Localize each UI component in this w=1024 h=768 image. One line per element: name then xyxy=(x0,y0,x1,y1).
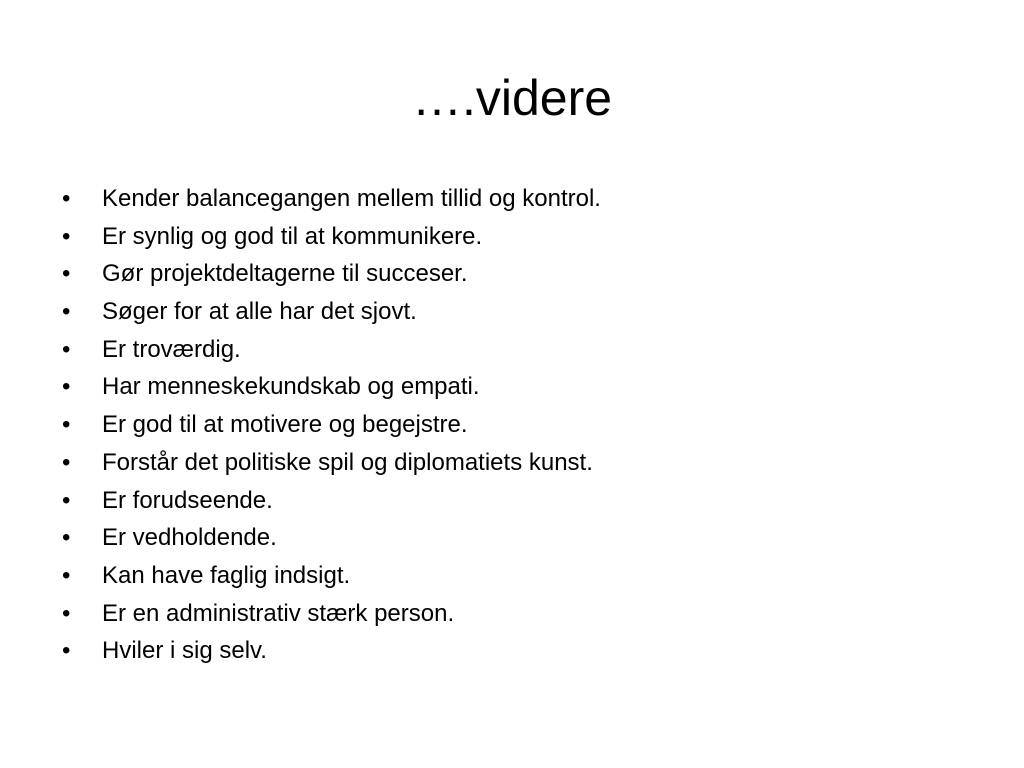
bullet-icon: • xyxy=(62,298,71,326)
list-item xyxy=(60,180,980,218)
list-item xyxy=(60,557,980,595)
list-item xyxy=(60,255,980,293)
bullet-icon: • xyxy=(62,448,71,476)
bullet-icon: • xyxy=(62,185,71,212)
bullet-icon: • xyxy=(62,411,71,439)
bullet-icon: • xyxy=(62,637,71,665)
bullet-icon: • xyxy=(62,524,71,552)
list-item-text: Kan have faglig indsigt. xyxy=(102,561,351,589)
list-item xyxy=(60,406,980,444)
list-item-text: Er forudseende. xyxy=(102,486,273,514)
list-item-text: Gør projektdeltagerne til succeser. xyxy=(102,260,468,288)
list-item-text: Kender balancegangen mellem tillid og kontrol. xyxy=(102,185,601,212)
list-item xyxy=(60,519,980,557)
bullet-icon: • xyxy=(62,373,71,401)
list-item-text: Forstår det politiske spil og diplomatiets kunst. xyxy=(102,448,593,476)
list-item xyxy=(60,218,980,256)
list-item-text: Hviler i sig selv. xyxy=(102,637,267,665)
list-item xyxy=(60,331,980,369)
bullet-icon: • xyxy=(62,561,71,589)
list-item xyxy=(60,482,980,520)
bullet-icon: • xyxy=(62,335,71,363)
list-item xyxy=(60,632,980,670)
list-item xyxy=(60,368,980,406)
list-item-text: Har menneskekundskab og empati. xyxy=(102,373,480,401)
list-item-text: Er troværdig. xyxy=(102,335,241,363)
list-item-text: Er en administrativ stærk person. xyxy=(102,599,455,627)
list-item xyxy=(60,293,980,331)
bullet-icon: • xyxy=(62,486,71,514)
bullet-icon: • xyxy=(62,260,71,288)
list-item-text: Er synlig og god til at kommunikere. xyxy=(102,222,483,250)
list-item-text: Er vedholdende. xyxy=(102,524,277,552)
slide-title: ….videre xyxy=(411,70,613,126)
list-item xyxy=(60,595,980,633)
list-item-text: Søger for at alle har det sjovt. xyxy=(102,298,417,326)
bullet-icon: • xyxy=(62,222,71,250)
list-item-text: Er god til at motivere og begejstre. xyxy=(102,411,468,439)
list-item xyxy=(60,444,980,482)
bullet-icon: • xyxy=(62,599,71,627)
bullet-list xyxy=(60,180,980,670)
